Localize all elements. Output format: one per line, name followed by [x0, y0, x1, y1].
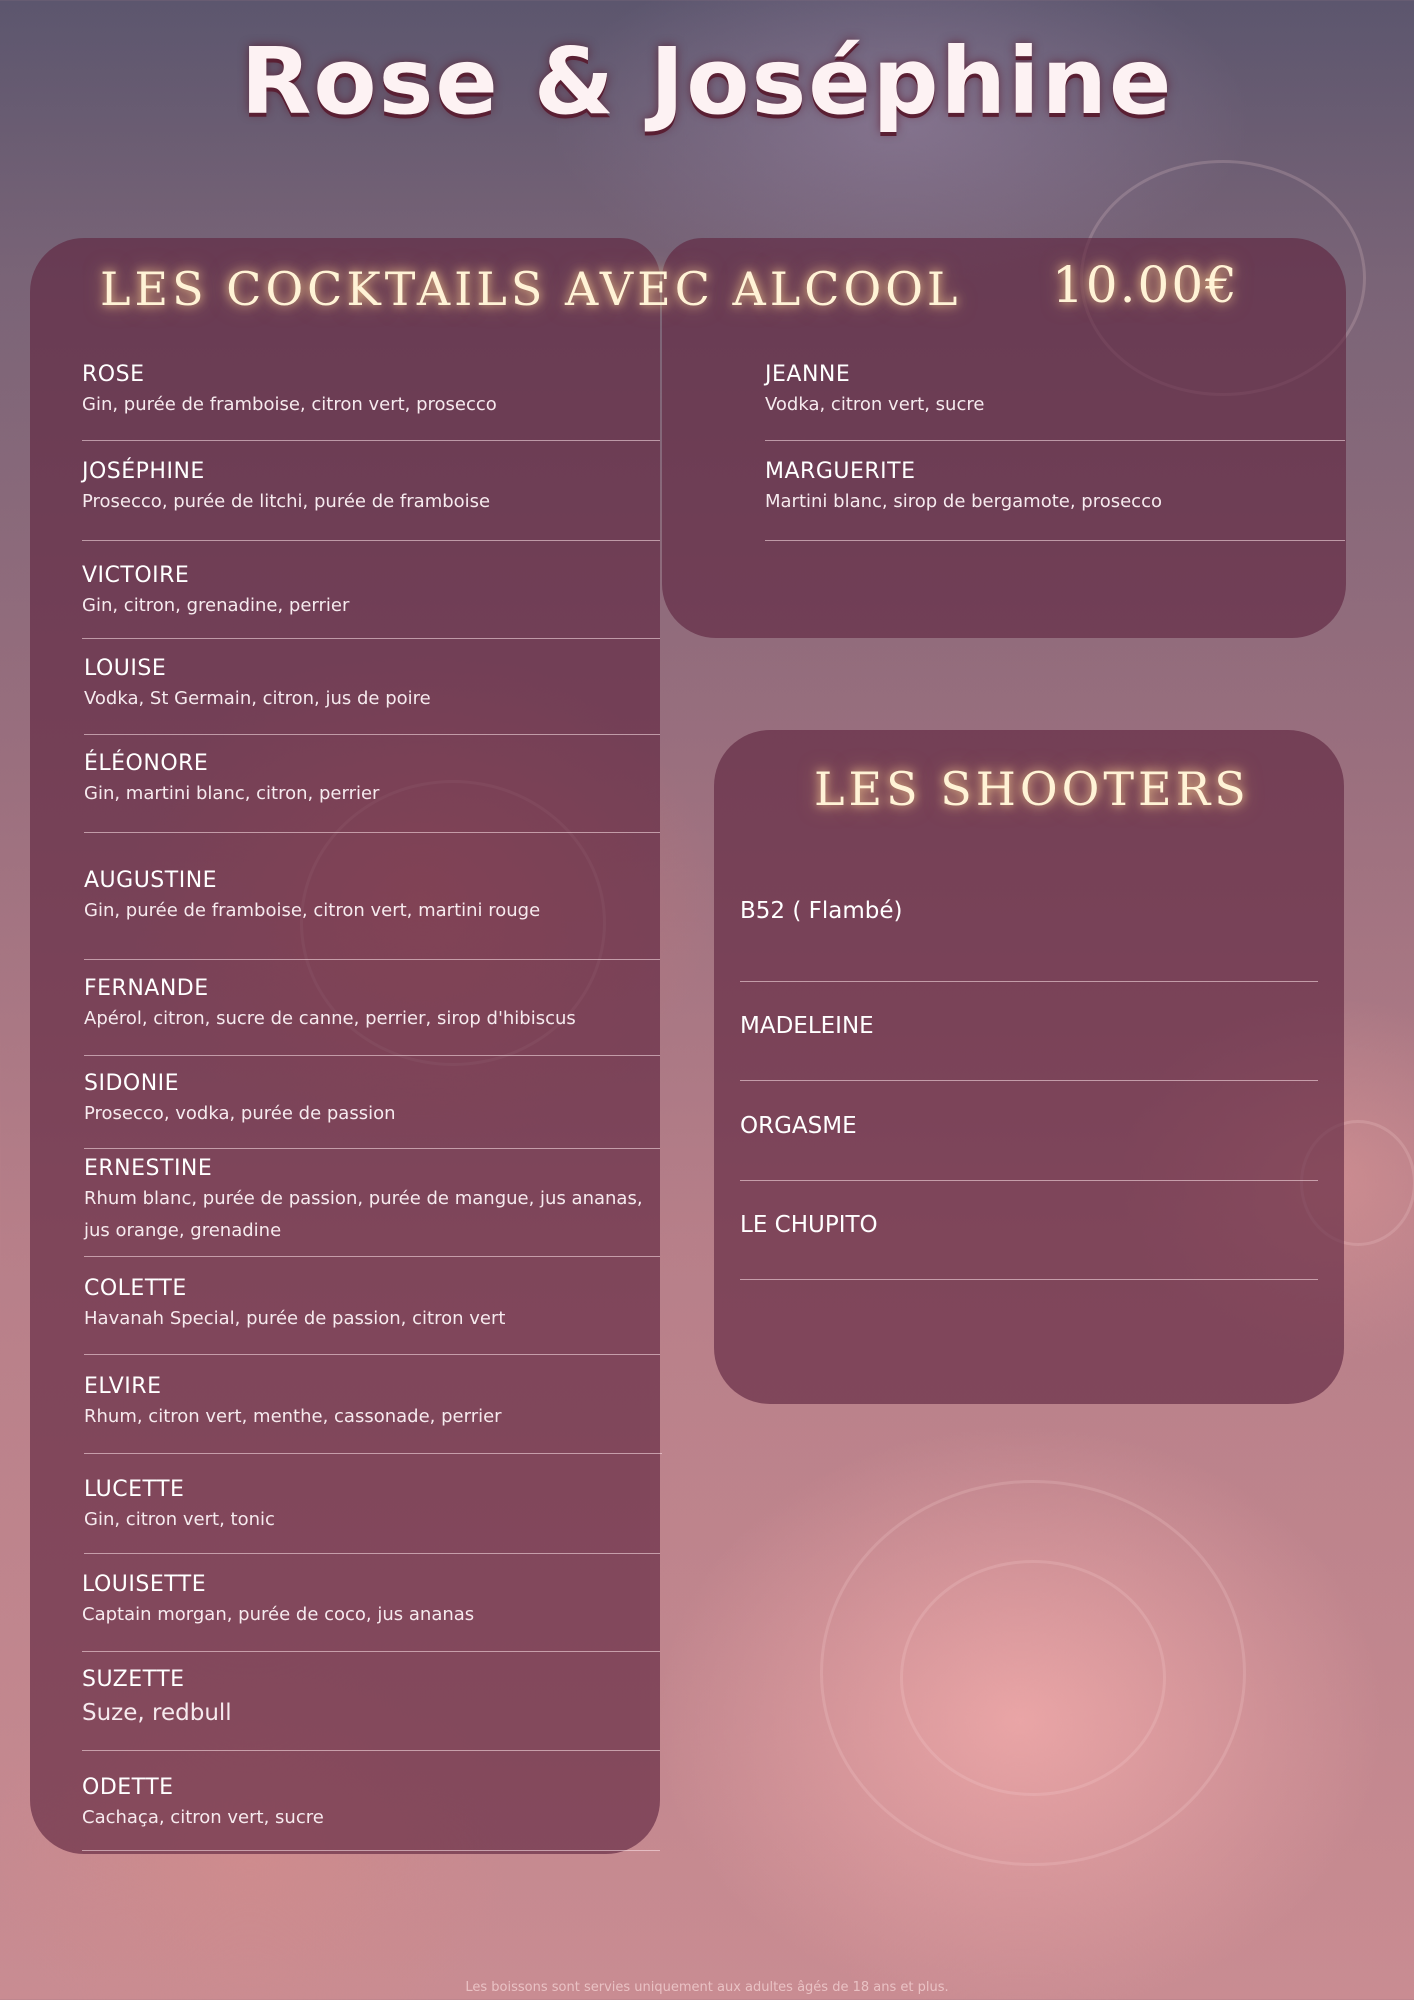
background-rose-decoration	[820, 1480, 1246, 1866]
cocktail-name: ELVIRE	[84, 1374, 162, 1399]
list-item	[82, 1571, 474, 1631]
list-item	[84, 1275, 505, 1335]
cocktail-description: Captain morgan, purée de coco, jus ananas	[82, 1604, 475, 1625]
cocktail-name: ÉLÉONORE	[84, 751, 209, 776]
list-item	[82, 1774, 324, 1834]
divider	[84, 832, 660, 833]
age-disclaimer: Les boissons sont servies uniquement aux adultes âgés de 18 ans et plus.	[465, 1980, 949, 1995]
cocktail-description: Rhum, citron vert, menthe, cassonade, perrier	[84, 1406, 502, 1427]
cocktail-description: Martini blanc, sirop de bergamote, prosecco	[765, 491, 1162, 512]
divider	[765, 540, 1345, 541]
cocktail-name: COLETTE	[84, 1276, 187, 1301]
list-item	[765, 458, 1162, 518]
cocktail-description: Suze, redbull	[82, 1700, 232, 1726]
cocktail-description: Gin, citron vert, tonic	[84, 1509, 275, 1530]
cocktail-description: Prosecco, purée de litchi, purée de framboise	[82, 491, 491, 512]
list-item	[84, 1373, 502, 1433]
divider	[82, 540, 660, 541]
list-item	[82, 361, 497, 421]
list-item	[84, 1155, 644, 1247]
cocktail-name: ERNESTINE	[84, 1156, 213, 1181]
shooters-heading: LES SHOOTERS	[814, 762, 1250, 816]
list-item	[84, 1476, 275, 1536]
cocktail-description: Gin, purée de framboise, citron vert, martini rouge	[84, 900, 541, 921]
divider	[82, 1651, 660, 1652]
cocktail-name: SIDONIE	[84, 1071, 180, 1096]
divider	[82, 440, 660, 441]
shooter-item: B52 ( Flambé)	[740, 898, 903, 924]
divider	[84, 1256, 660, 1257]
list-item	[82, 1666, 232, 1732]
divider	[82, 638, 660, 639]
list-item	[84, 1070, 396, 1130]
divider	[84, 1354, 660, 1355]
cocktail-name: LOUISE	[84, 656, 167, 681]
cocktail-name: JOSÉPHINE	[82, 459, 205, 484]
shooter-item: ORGASME	[740, 1113, 857, 1139]
background-rose-decoration	[900, 1560, 1166, 1796]
divider	[84, 1553, 660, 1554]
cocktail-name: SUZETTE	[82, 1667, 185, 1692]
cocktails-heading: LES COCKTAILS AVEC ALCOOL	[100, 262, 962, 316]
list-item	[82, 562, 349, 622]
cocktail-description: Rhum blanc, purée de passion, purée de mangue, jus ananas, jus orange, grenadine	[84, 1188, 643, 1241]
cocktail-name: LUCETTE	[84, 1477, 185, 1502]
divider	[82, 1750, 660, 1751]
cocktail-description: Vodka, citron vert, sucre	[765, 394, 985, 415]
cocktail-description: Cachaça, citron vert, sucre	[82, 1807, 324, 1828]
list-item	[84, 975, 576, 1035]
cocktail-name: VICTOIRE	[82, 563, 190, 588]
list-item	[82, 458, 490, 518]
cocktail-name: JEANNE	[765, 362, 851, 387]
cocktail-name: LOUISETTE	[82, 1572, 207, 1597]
divider	[740, 1180, 1318, 1181]
divider	[84, 734, 660, 735]
divider	[84, 1453, 662, 1454]
cocktail-description: Gin, purée de framboise, citron vert, prosecco	[82, 394, 497, 415]
cocktail-description: Apérol, citron, sucre de canne, perrier, sirop d'hibiscus	[84, 1008, 576, 1029]
shooters-panel	[714, 730, 1344, 1404]
cocktail-description: Prosecco, vodka, purée de passion	[84, 1103, 396, 1124]
cocktail-name: ROSE	[82, 362, 145, 387]
price-label: 10.00€	[1052, 256, 1239, 314]
shooter-item: MADELEINE	[740, 1013, 874, 1039]
divider	[84, 959, 660, 960]
cocktail-description: Havanah Special, purée de passion, citron vert	[84, 1308, 506, 1329]
cocktail-name: ODETTE	[82, 1775, 174, 1800]
divider	[740, 1279, 1318, 1280]
cocktail-description: Gin, citron, grenadine, perrier	[82, 595, 350, 616]
cocktail-name: MARGUERITE	[765, 459, 916, 484]
divider	[82, 1850, 660, 1851]
list-item	[765, 361, 984, 421]
cocktail-name: FERNANDE	[84, 976, 209, 1001]
cocktail-description: Gin, martini blanc, citron, perrier	[84, 783, 380, 804]
list-item	[84, 655, 431, 715]
divider	[84, 1148, 660, 1149]
divider	[740, 981, 1318, 982]
cocktail-description: Vodka, St Germain, citron, jus de poire	[84, 688, 431, 709]
list-item	[84, 750, 379, 810]
shooter-item: LE CHUPITO	[740, 1212, 878, 1238]
cocktail-name: AUGUSTINE	[84, 868, 218, 893]
list-item	[84, 867, 540, 927]
restaurant-title: Rose & Joséphine	[240, 28, 1174, 135]
divider	[84, 1055, 660, 1056]
divider	[765, 440, 1345, 441]
divider	[740, 1080, 1318, 1081]
